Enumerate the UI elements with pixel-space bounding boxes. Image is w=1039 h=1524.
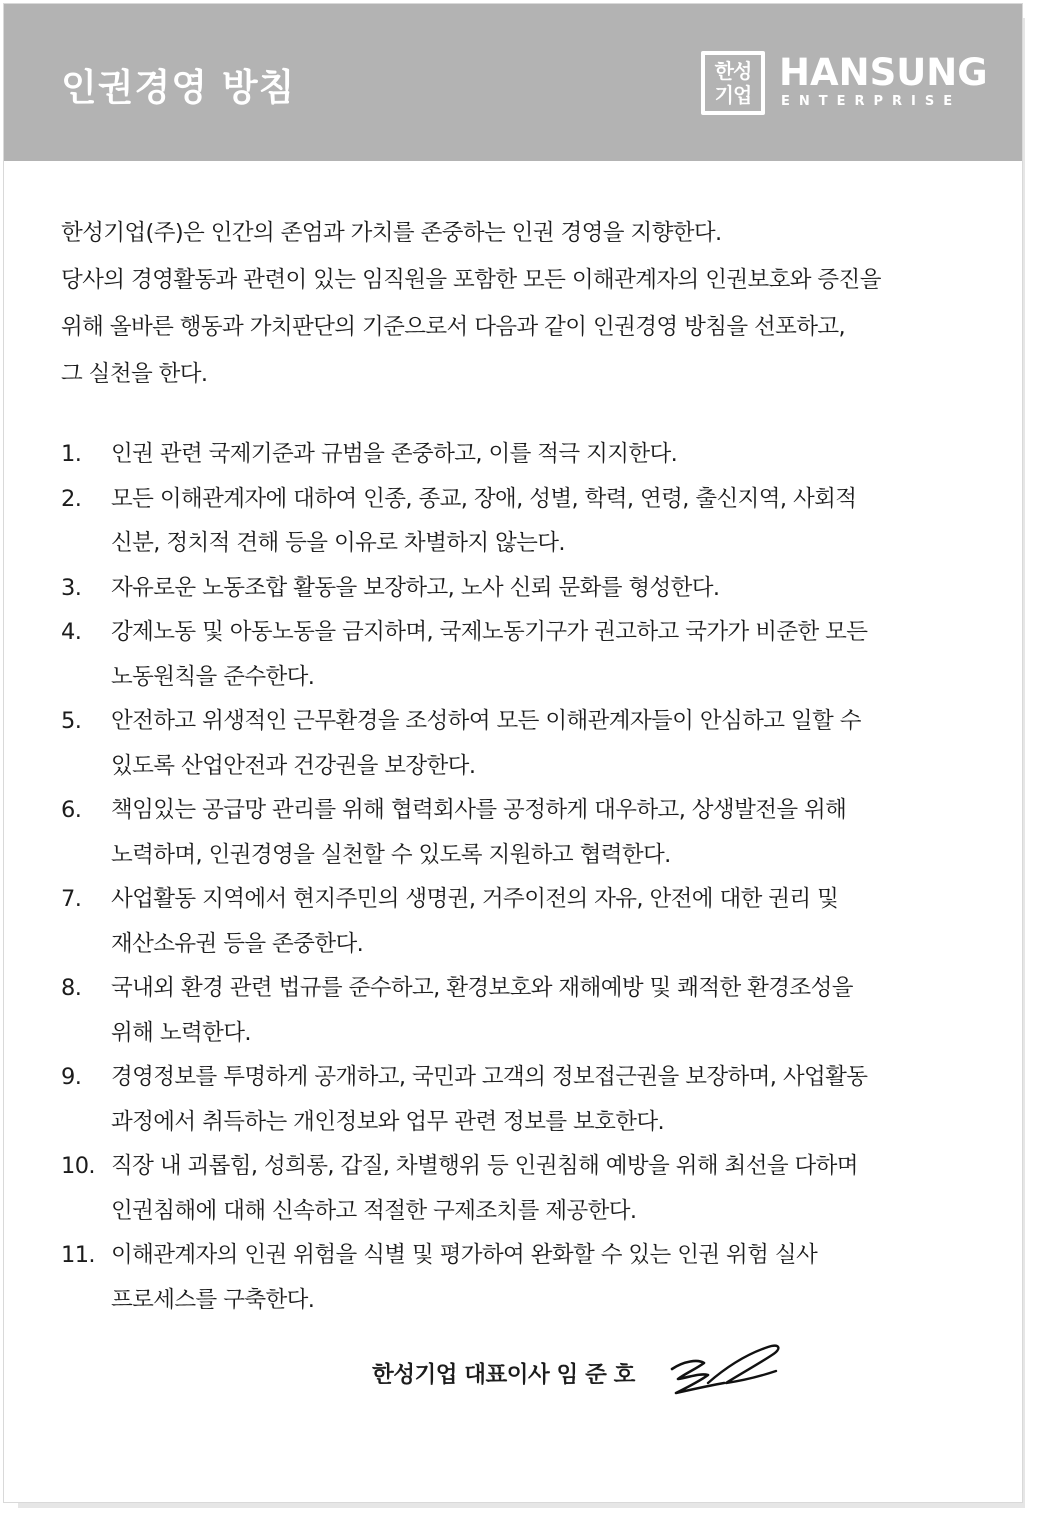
item-text: 자유로운 노동조합 활동을 보장하고, 노사 신뢰 문화를 형성한다. xyxy=(111,574,720,601)
policy-item xyxy=(61,877,991,966)
policy-item xyxy=(61,788,991,877)
policy-item xyxy=(61,1144,991,1233)
item-text: 직장 내 괴롭힘, 성희롱, 갑질, 차별행위 등 인권침해 예방을 위해 최선을 다하며 xyxy=(111,1153,858,1179)
item-text: 국내외 환경 관련 법규를 준수하고, 환경보호와 재해예방 및 쾌적한 환경조성을 xyxy=(111,975,853,1001)
item-text: 있도록 산업안전과 건강권을 보장한다. xyxy=(111,752,476,779)
item-text: 프로세스를 구축한다. xyxy=(111,1286,315,1313)
item-text: 인권침해에 대해 신속하고 적절한 구제조치를 제공한다. xyxy=(111,1197,637,1224)
item-text: 이해관계자의 인권 위험을 식별 및 평가하여 완화할 수 있는 인권 위험 실사 xyxy=(111,1242,818,1268)
item-number: 6. xyxy=(61,797,82,823)
item-text: 노동원칙을 준수한다. xyxy=(111,663,315,690)
item-number: 9. xyxy=(61,1064,82,1090)
intro-line: 한성기업(주)은 인간의 존엄과 가치를 존중하는 인권 경영을 지향한다. xyxy=(61,220,722,246)
header-banner xyxy=(4,4,1022,161)
item-text: 경영정보를 투명하게 공개하고, 국민과 고객의 정보접근권을 보장하며, 사업활동 xyxy=(111,1064,868,1090)
policy-list xyxy=(61,432,991,1322)
policy-item xyxy=(61,477,991,566)
item-text: 위해 노력한다. xyxy=(111,1019,251,1046)
item-number: 10. xyxy=(61,1153,95,1179)
policy-item xyxy=(61,966,991,1055)
policy-item xyxy=(61,1233,991,1322)
policy-document xyxy=(3,3,1023,1503)
item-number: 5. xyxy=(61,708,82,734)
item-number: 4. xyxy=(61,619,82,645)
intro-paragraph xyxy=(61,210,991,398)
policy-item xyxy=(61,610,991,699)
item-text: 안전하고 위생적인 근무환경을 조성하여 모든 이해관계자들이 안심하고 일할 수 xyxy=(111,708,861,734)
logo-mark-line1: 한성 xyxy=(714,59,752,83)
item-number: 11. xyxy=(61,1242,95,1268)
policy-item xyxy=(61,566,991,611)
item-text: 노력하며, 인권경영을 실천할 수 있도록 지원하고 협력한다. xyxy=(111,841,671,868)
intro-line: 위해 올바른 행동과 가치판단의 기준으로서 다음과 같이 인권경영 방침을 선포하고, xyxy=(61,314,846,340)
item-number: 2. xyxy=(61,485,82,512)
page-title: 인권경영 방침 xyxy=(61,66,296,109)
item-number: 7. xyxy=(61,886,82,912)
item-text: 신분, 정치적 견해 등을 이유로 차별하지 않는다. xyxy=(111,530,565,556)
logo-mark-text xyxy=(705,55,761,111)
item-text: 인권 관련 국제기준과 규범을 존중하고, 이를 적극 지지한다. xyxy=(111,441,678,467)
policy-item xyxy=(61,432,991,477)
logo-subtitle: ENTERPRISE xyxy=(781,94,962,109)
item-text: 재산소유권 등을 존중한다. xyxy=(111,930,364,957)
company-logo xyxy=(701,51,988,115)
policy-item xyxy=(61,1055,991,1144)
item-number: 3. xyxy=(61,574,82,601)
item-text: 책임있는 공급망 관리를 위해 협력회사를 공정하게 대우하고, 상생발전을 위해 xyxy=(111,797,847,823)
item-number: 8. xyxy=(61,975,82,1001)
item-number: 1. xyxy=(61,441,82,467)
item-text: 강제노동 및 아동노동을 금지하며, 국제노동기구가 권고하고 국가가 비준한 모든 xyxy=(111,619,868,645)
logo-mark xyxy=(701,51,765,115)
item-text: 모든 이해관계자에 대하여 인종, 종교, 장애, 성별, 학력, 연령, 출신지역, 사회적 xyxy=(111,485,857,512)
item-text: 과정에서 취득하는 개인정보와 업무 관련 정보를 보호한다. xyxy=(111,1108,665,1135)
item-text: 사업활동 지역에서 현지주민의 생명권, 거주이전의 자유, 안전에 대한 권리 및 xyxy=(111,886,839,912)
logo-mark-line2: 기업 xyxy=(714,83,752,107)
handwritten-signature xyxy=(664,1339,786,1401)
intro-line: 그 실천을 한다. xyxy=(61,361,208,387)
signatory-name: 한성기업 대표이사 임 준 호 xyxy=(372,1362,635,1388)
logo-name: HANSUNG xyxy=(779,51,988,94)
intro-line: 당사의 경영활동과 관련이 있는 임직원을 포함한 모든 이해관계자의 인권보호와 증진을 xyxy=(61,267,881,293)
signature-block xyxy=(372,1339,792,1409)
policy-item xyxy=(61,699,991,788)
